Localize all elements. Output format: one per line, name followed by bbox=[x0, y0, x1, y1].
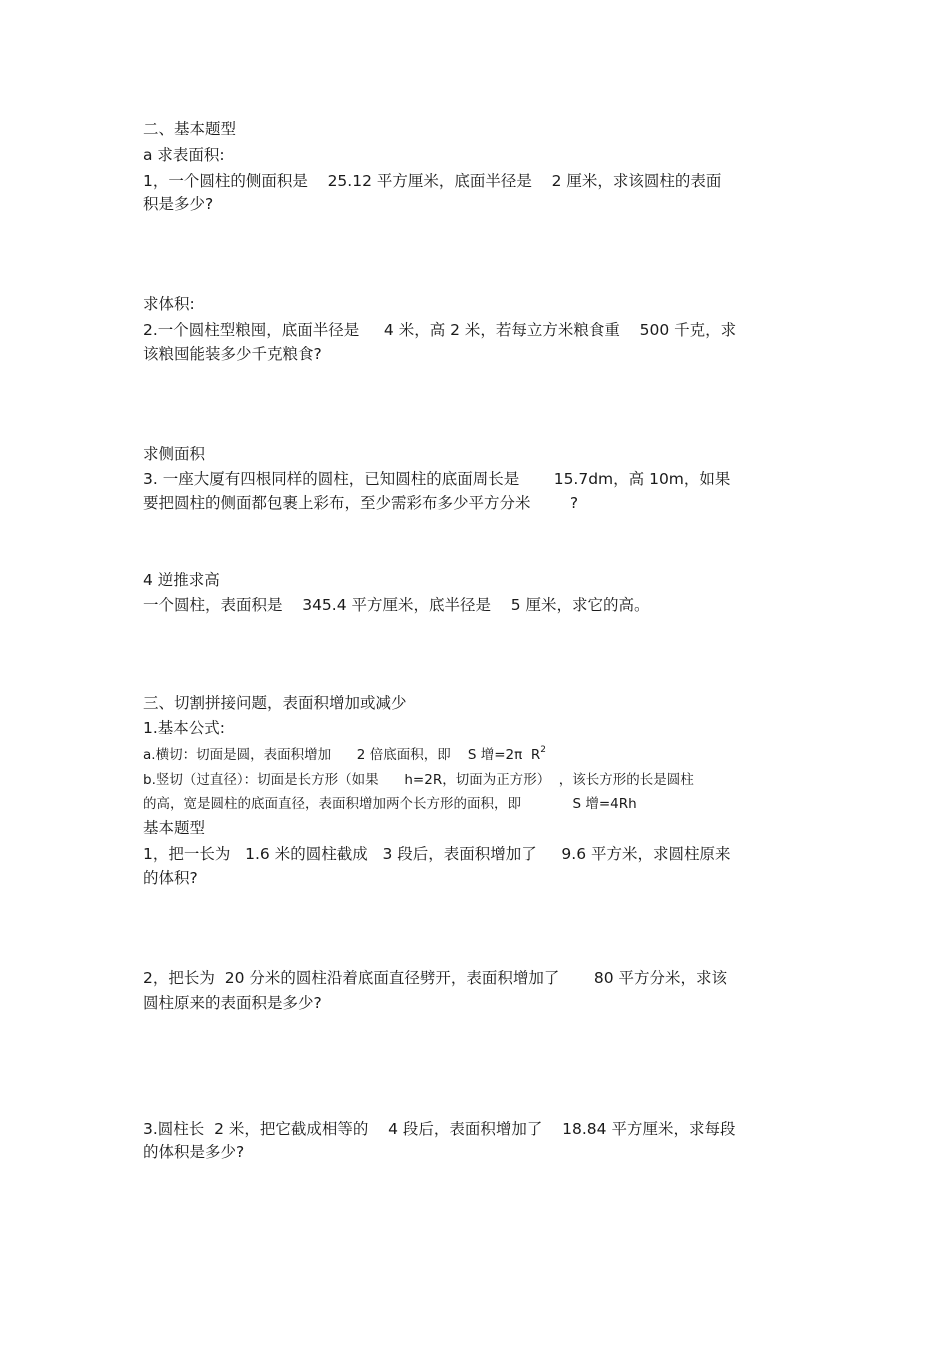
question-3-line-2: 要把圆柱的侧面都包裹上彩布，至少需彩布多少平方分米 ? bbox=[143, 494, 579, 512]
cut-question-3-line-1: 3.圆柱长 2 米，把它截成相等的 4 段后，表面积增加了 18.84 平方厘米，求每段 bbox=[143, 1120, 736, 1138]
section-heading-basic-types: 二、基本题型 bbox=[143, 120, 237, 138]
cut-question-1-line-1: 1，把一长为 1.6 米的圆柱截成 3 段后，表面积增加了 9.6 平方米，求圆柱原来 bbox=[143, 845, 731, 863]
formula-a bbox=[143, 745, 546, 765]
formula-a-text: a.横切：切面是圆，表面积增加 2 倍底面积，即 S 增=2π R bbox=[143, 747, 541, 763]
formula-a-superscript: 2 bbox=[540, 745, 546, 755]
cut-question-2-line-1: 2，把长为 20 分米的圆柱沿着底面直径劈开，表面积增加了 80 平方分米，求该 bbox=[143, 969, 728, 987]
subheading-volume: 求体积: bbox=[143, 295, 195, 313]
question-2-line-1: 2.一个圆柱型粮囤，底面半径是 4 米，高 2 米，若每立方米粮食重 500 千克，求 bbox=[143, 321, 737, 339]
question-1-line-2: 积是多少? bbox=[143, 195, 214, 213]
section-heading-cutting: 三、切割拼接问题，表面积增加或减少 bbox=[143, 694, 407, 712]
question-1-line-1: 1，一个圆柱的侧面积是 25.12 平方厘米，底面半径是 2 厘米，求该圆柱的表面 bbox=[143, 172, 722, 190]
question-4-line-1: 一个圆柱，表面积是 345.4 平方厘米，底半径是 5 厘米，求它的高。 bbox=[143, 596, 650, 614]
subheading-find-height: 4 逆推求高 bbox=[143, 571, 220, 589]
question-2-line-2: 该粮囤能装多少千克粮食? bbox=[143, 345, 322, 363]
subheading-formulas: 1.基本公式: bbox=[143, 719, 226, 737]
formula-b-line-1: b.竖切（过直径）：切面是长方形（如果 h=2R，切面为正方形） ，该长方形的长是圆柱 bbox=[143, 772, 694, 788]
formula-b-line-2: 的高，宽是圆柱的底面直径，表面积增加两个长方形的面积，即 S 增=4Rh bbox=[143, 796, 637, 812]
question-3-line-1: 3. 一座大厦有四根同样的圆柱，已知圆柱的底面周长是 15.7dm，高 10m，如果 bbox=[143, 470, 731, 488]
subheading-surface-area: a 求表面积: bbox=[143, 146, 225, 164]
cut-question-1-line-2: 的体积? bbox=[143, 869, 198, 887]
subheading-basic-types: 基本题型 bbox=[143, 819, 206, 837]
subheading-lateral-area: 求侧面积 bbox=[143, 445, 206, 463]
cut-question-3-line-2: 的体积是多少? bbox=[143, 1143, 245, 1161]
cut-question-2-line-2: 圆柱原来的表面积是多少? bbox=[143, 994, 322, 1012]
